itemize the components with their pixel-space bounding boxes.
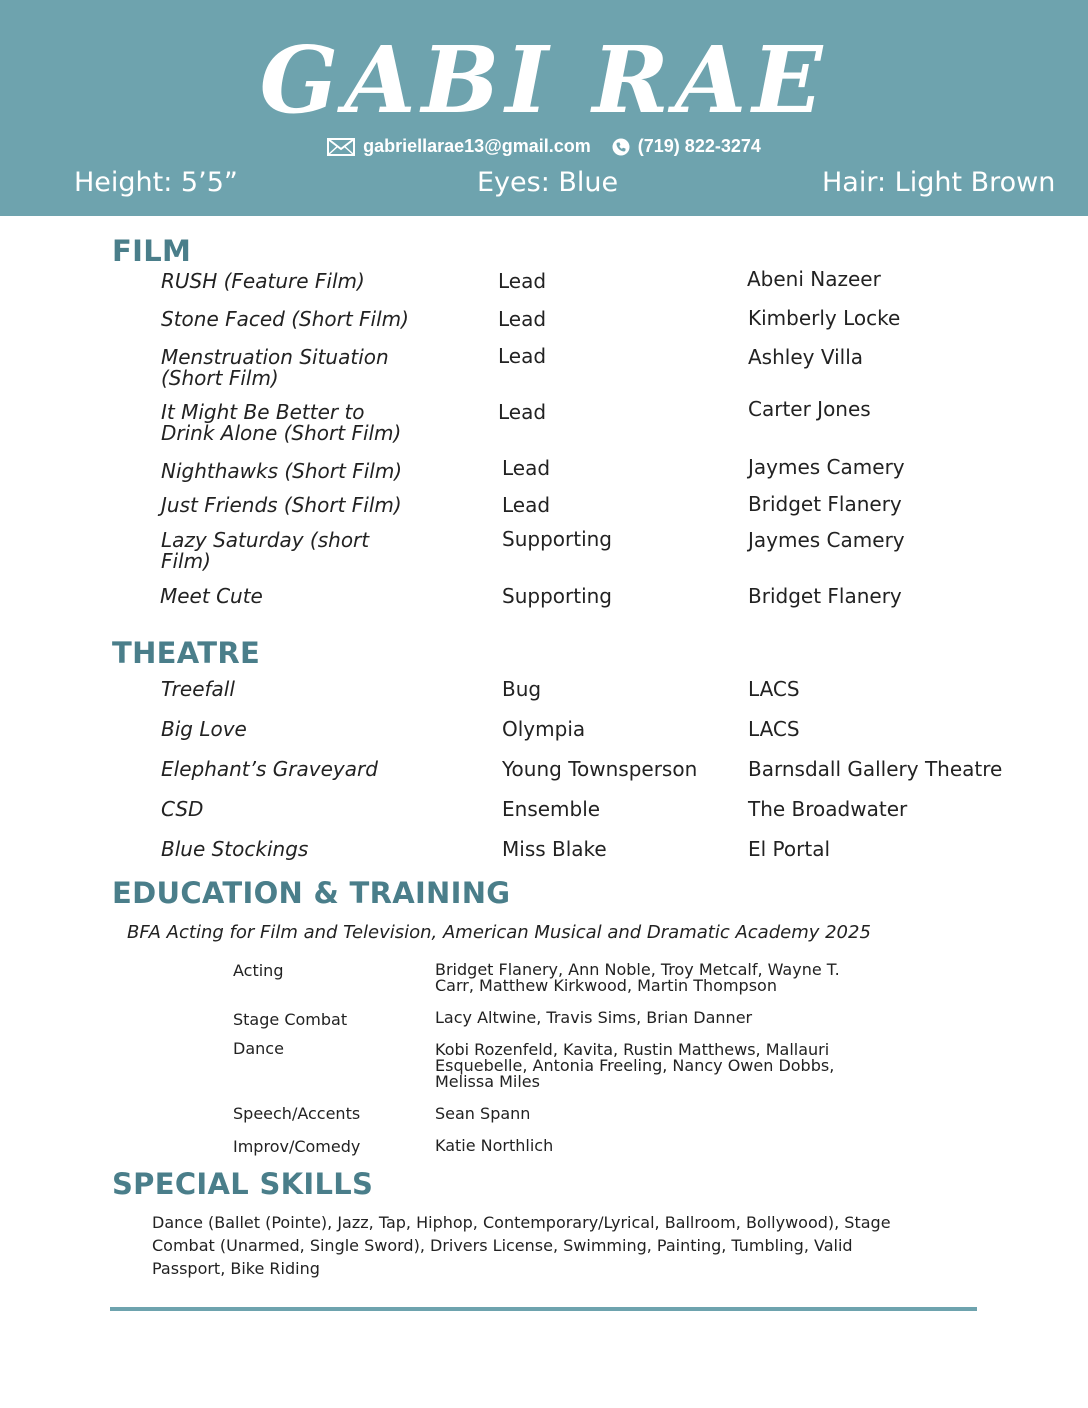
film-role: Lead [498, 400, 547, 424]
email-contact[interactable] [327, 136, 591, 157]
hair-stat: Hair: Light Brown [822, 167, 1056, 198]
degree-line: BFA Acting for Film and Television, American Musical and Dramatic Academy 2025 [127, 922, 871, 943]
skills-heading: SPECIAL SKILLS [112, 1167, 374, 1201]
training-teachers: Sean Spann [435, 1104, 531, 1123]
theatre-title: Blue Stockings [161, 837, 309, 861]
education-heading: EDUCATION & TRAINING [112, 876, 511, 910]
actor-name: GABI RAE [259, 26, 829, 134]
footer-rule [110, 1307, 977, 1311]
film-title: Menstruation Situation (Short Film) [161, 345, 389, 390]
training-area: Acting [233, 961, 284, 980]
theatre-role: Olympia [502, 717, 586, 741]
theatre-venue: LACS [748, 677, 800, 701]
film-role: Lead [502, 493, 551, 517]
theatre-venue: The Broadwater [748, 797, 908, 821]
film-title: Stone Faced (Short Film) [161, 307, 409, 331]
film-title: Meet Cute [160, 584, 263, 608]
film-role: Lead [498, 269, 547, 293]
training-teachers: Katie Northlich [435, 1136, 554, 1155]
film-director: Jaymes Camery [748, 455, 905, 479]
header-banner [0, 0, 1088, 216]
training-area: Stage Combat [233, 1010, 348, 1029]
theatre-role: Young Townsperson [502, 757, 698, 781]
film-role: Supporting [502, 527, 612, 551]
film-director: Bridget Flanery [748, 492, 902, 516]
film-director: Jaymes Camery [748, 528, 905, 552]
film-role: Lead [502, 456, 551, 480]
theatre-title: CSD [161, 797, 204, 821]
film-role: Lead [498, 344, 547, 368]
height-stat: Height: 5’5” [74, 167, 238, 198]
contact-line [0, 136, 1088, 161]
film-director: Abeni Nazeer [747, 267, 881, 291]
theatre-role: Ensemble [502, 797, 601, 821]
theatre-role: Miss Blake [502, 837, 607, 861]
skills-text: Dance (Ballet (Pointe), Jazz, Tap, Hiphop, Contemporary/Lyrical, Ballroom, Bollywood), Stage Combat (Unarmed, Single Sword), Drivers License, Swimming, Painting, Tumbling, Valid Passport, Bike Riding [152, 1213, 891, 1278]
film-director: Ashley Villa [748, 345, 863, 369]
film-director: Bridget Flanery [748, 584, 902, 608]
phone-contact[interactable] [612, 136, 761, 157]
film-title: RUSH (Feature Film) [161, 269, 365, 293]
theatre-title: Big Love [161, 717, 247, 741]
film-title: It Might Be Better to Drink Alone (Short Film) [161, 400, 402, 445]
theatre-venue: El Portal [748, 837, 831, 861]
training-teachers: Bridget Flanery, Ann Noble, Troy Metcalf, Wayne T. Carr, Matthew Kirkwood, Martin Thompson [435, 960, 840, 995]
phone-text: (719) 822-3274 [637, 136, 761, 156]
theatre-role: Bug [502, 677, 542, 701]
theatre-title: Elephant’s Graveyard [161, 757, 378, 781]
envelope-icon [327, 138, 355, 156]
eyes-stat: Eyes: Blue [477, 167, 619, 198]
training-teachers: Kobi Rozenfeld, Kavita, Rustin Matthews, Mallauri Esquebelle, Antonia Freeling, Nancy Owen Dobbs, Melissa Miles [435, 1040, 835, 1091]
training-area: Dance [233, 1039, 284, 1058]
film-director: Kimberly Locke [748, 306, 901, 330]
film-director: Carter Jones [748, 397, 871, 421]
phone-icon [612, 138, 630, 156]
theatre-title: Treefall [161, 677, 235, 701]
film-title: Just Friends (Short Film) [161, 493, 402, 517]
training-area: Speech/Accents [233, 1104, 361, 1123]
film-title: Nighthawks (Short Film) [161, 459, 403, 483]
film-role: Lead [498, 307, 547, 331]
film-title: Lazy Saturday (short Film) [161, 528, 370, 573]
training-area: Improv/Comedy [233, 1137, 361, 1156]
film-role: Supporting [502, 584, 612, 608]
film-heading: FILM [112, 234, 192, 268]
theatre-venue: Barnsdall Gallery Theatre [748, 757, 1003, 781]
theatre-heading: THEATRE [112, 636, 261, 670]
email-text: gabriellarae13@gmail.com [363, 136, 591, 156]
training-teachers: Lacy Altwine, Travis Sims, Brian Danner [435, 1008, 753, 1027]
theatre-venue: LACS [748, 717, 800, 741]
